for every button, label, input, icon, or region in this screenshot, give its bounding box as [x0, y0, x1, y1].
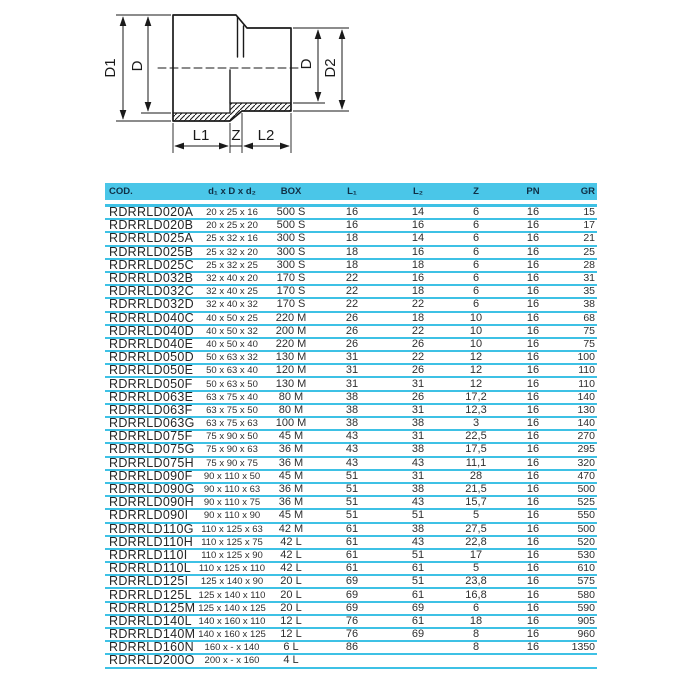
table-cell: 500 S [276, 219, 306, 232]
table-cell: RDRRLD090G [109, 482, 195, 497]
table-cell: 38 [411, 483, 425, 496]
table-cell: 16 [526, 206, 540, 219]
table-cell: 20 L [280, 588, 302, 601]
table-cell: RDRRLD125M [109, 600, 196, 615]
table-cell: 200 x - x 160 [204, 655, 260, 667]
table-cell: 42 L [280, 548, 302, 561]
table-cell: 38 [411, 443, 425, 456]
table-cell: 125 x 140 x 110 [198, 589, 266, 601]
table-cell: 69 [411, 628, 425, 641]
table-cell: 38 [345, 403, 359, 416]
table-cell: 61 [411, 614, 425, 627]
table-cell: 21 [583, 232, 595, 245]
table-row [105, 655, 597, 668]
table-cell: 16 [526, 351, 540, 364]
table-cell: 90 x 110 x 75 [203, 497, 261, 509]
fitting-diagram [0, 0, 700, 170]
table-cell: 16 [526, 245, 540, 258]
table-cell: 550 [577, 509, 595, 522]
table-cell: RDRRLD032C [109, 284, 194, 299]
table-cell: 75 x 90 x 63 [206, 444, 258, 456]
table-cell: 51 [345, 469, 359, 482]
table-cell: 125 x 140 x 125 [198, 602, 266, 614]
table-cell: 6 [472, 272, 480, 285]
table-cell: 31 [583, 272, 595, 285]
column-header-cod: COD. [109, 186, 133, 197]
table-cell: 42 M [278, 522, 304, 535]
table-cell: 16 [526, 509, 540, 522]
table-cell: 12,3 [465, 403, 487, 416]
table-cell: 26 [411, 390, 425, 403]
table-cell: RDRRLD063E [109, 389, 194, 404]
table-cell: 18 [411, 258, 425, 271]
table-cell: RDRRLD140M [109, 627, 196, 642]
table-cell: 295 [577, 443, 595, 456]
table-cell: 100 M [275, 417, 307, 430]
table-cell: 51 [345, 509, 359, 522]
column-header-gr: GR [580, 186, 595, 197]
table-cell: 61 [411, 562, 425, 575]
table-cell: 6 [472, 219, 480, 232]
table-cell: 61 [345, 562, 359, 575]
table-cell: 61 [345, 522, 359, 535]
table-cell: 36 M [278, 483, 304, 496]
table-cell: 18 [345, 258, 359, 271]
table-cell: 10 [469, 337, 483, 350]
table-cell: 43 [345, 443, 359, 456]
table-cell: 130 [577, 403, 595, 416]
table-cell: 50 x 63 x 32 [206, 352, 258, 364]
table-cell: 36 M [278, 456, 304, 469]
table-cell: 18 [469, 614, 483, 627]
table-cell: 16 [526, 417, 540, 430]
table-cell: RDRRLD090I [109, 508, 189, 523]
column-header-dims: d₁ x D x d₂ [208, 186, 256, 197]
table-cell: 130 M [275, 351, 307, 364]
table-cell: 61 [345, 548, 359, 561]
table-cell: 51 [411, 548, 425, 561]
table-cell: 26 [411, 337, 425, 350]
table-cell: RDRRLD110G [109, 521, 194, 536]
table-cell: 21,5 [465, 483, 487, 496]
table-cell: 76 [345, 614, 359, 627]
table-cell: 15,7 [465, 496, 487, 509]
table-cell: 23,8 [465, 575, 487, 588]
table-cell: 15 [583, 206, 595, 219]
table-cell: 35 [583, 285, 595, 298]
table-cell: 10 [469, 324, 483, 337]
table-cell: 16 [526, 311, 540, 324]
table-cell: 20 L [280, 601, 302, 614]
table-cell: RDRRLD032D [109, 297, 194, 312]
table-cell: 43 [345, 456, 359, 469]
table-cell: RDRRLD025B [109, 244, 194, 259]
table-cell: 16 [526, 430, 540, 443]
table-cell: RDRRLD020B [109, 218, 194, 233]
table-cell: 960 [577, 628, 595, 641]
table-cell: 63 x 75 x 63 [206, 418, 258, 430]
table-cell: 100 [577, 351, 595, 364]
table-cell: 500 S [276, 206, 306, 219]
table-cell: 110 [578, 364, 595, 377]
table-cell: 18 [345, 232, 359, 245]
label-z: Z [231, 127, 241, 144]
table-cell: 16 [526, 377, 540, 390]
table-cell: 6 L [283, 641, 299, 654]
table-cell: RDRRLD075G [109, 442, 195, 457]
table-cell: RDRRLD075F [109, 429, 193, 444]
table-cell: 25 x 32 x 25 [206, 259, 258, 271]
table-cell: 20 x 25 x 20 [206, 220, 258, 232]
table-cell: 16,8 [465, 588, 487, 601]
table-cell: 110 x 125 x 90 [201, 549, 263, 561]
table-cell: 28 [583, 258, 595, 271]
table-cell: 110 x 125 x 75 [201, 536, 263, 548]
table-cell: 17 [469, 548, 483, 561]
table-cell: RDRRLD050D [109, 350, 194, 365]
table-cell: 220 M [275, 337, 307, 350]
table-cell: 200 M [275, 324, 307, 337]
table-header-row [105, 183, 597, 200]
table-cell: 520 [577, 535, 595, 548]
table-cell: 470 [577, 469, 595, 482]
table-cell: 610 [577, 562, 595, 575]
table-cell: 16 [526, 298, 540, 311]
table-cell: RDRRLD032B [109, 271, 194, 286]
table-cell: 61 [411, 588, 425, 601]
table-cell: 40 x 50 x 32 [206, 325, 258, 337]
table-cell: 500 [577, 483, 595, 496]
table-cell: 16 [526, 628, 540, 641]
table-cell: 16 [526, 614, 540, 627]
table-cell: 16 [526, 535, 540, 548]
table-cell: 22,5 [465, 430, 487, 443]
table-cell: 1350 [571, 641, 595, 654]
table-cell: 18 [411, 285, 425, 298]
table-cell: RDRRLD125L [109, 587, 192, 602]
table-cell: 20 L [280, 575, 302, 588]
table-cell: 140 x 160 x 125 [198, 629, 266, 641]
table-cell: 22 [345, 285, 359, 298]
table-cell: 43 [345, 430, 359, 443]
table-cell: 4 L [283, 654, 299, 667]
table-cell: 10 [469, 311, 483, 324]
table-cell: 12 [469, 377, 483, 390]
table-cell: 16 [526, 258, 540, 271]
table-cell: RDRRLD025A [109, 231, 194, 246]
fitting-diagram-container [0, 0, 700, 170]
table-cell: 36 M [278, 443, 304, 456]
table-cell: 43 [411, 535, 425, 548]
table-cell: 80 M [278, 403, 304, 416]
table-cell: 31 [411, 469, 425, 482]
table-cell: 3 [472, 417, 480, 430]
table-cell: 575 [577, 575, 595, 588]
table-cell: 38 [583, 298, 595, 311]
label-d1: D1 [101, 58, 119, 78]
table-cell: 22,8 [465, 535, 487, 548]
label-d-left: D [128, 60, 146, 72]
table-cell: 6 [472, 206, 480, 219]
label-l2: L2 [257, 127, 275, 144]
table-cell: 45 M [278, 430, 304, 443]
table-cell: 14 [411, 206, 425, 219]
table-cell: 125 x 140 x 90 [200, 576, 264, 588]
table-cell: 22 [411, 324, 425, 337]
table-cell: 16 [526, 337, 540, 350]
table-cell: 500 [577, 522, 595, 535]
table-cell: RDRRLD040C [109, 310, 194, 325]
table-cell: 16 [526, 403, 540, 416]
table-cell: 40 x 50 x 40 [206, 338, 258, 350]
table-cell: 63 x 75 x 50 [206, 404, 258, 416]
table-cell: RDRRLD160N [109, 640, 194, 655]
column-header-pn: PN [526, 186, 540, 197]
table-cell: RDRRLD125I [109, 574, 189, 589]
table-cell: 18 [345, 245, 359, 258]
table-cell: 76 [345, 628, 359, 641]
table-cell: 170 S [276, 272, 306, 285]
table-cell: RDRRLD040E [109, 336, 194, 351]
table-cell: 50 x 63 x 50 [206, 378, 258, 390]
dimension-labels [102, 58, 339, 144]
table-cell: 120 M [275, 364, 307, 377]
table-cell: 40 x 50 x 25 [206, 312, 258, 324]
table-cell: RDRRLD040D [109, 323, 194, 338]
socket-mouth-lines [230, 17, 244, 103]
table-cell: 86 [345, 641, 359, 654]
table-cell: RDRRLD075H [109, 455, 194, 470]
table-cell: 140 x 160 x 110 [198, 615, 266, 627]
table-cell: 16 [526, 575, 540, 588]
table-cell: 110 x 125 x 63 [201, 523, 263, 535]
table-cell: 51 [411, 509, 425, 522]
table-cell: 51 [345, 496, 359, 509]
table-cell: 16 [526, 562, 540, 575]
table-cell: 32 x 40 x 20 [206, 273, 258, 285]
table-cell: 16 [526, 443, 540, 456]
table-cell: 130 M [275, 377, 307, 390]
table-cell: 16 [526, 456, 540, 469]
table-cell: 160 x - x 140 [204, 642, 260, 654]
table-cell: 530 [577, 548, 595, 561]
table-cell: 27,5 [465, 522, 487, 535]
table-cell: 6 [472, 245, 480, 258]
table-cell: 110 x 125 x 110 [198, 563, 266, 575]
table-cell: 31 [345, 364, 359, 377]
table-cell: 25 [583, 245, 595, 258]
table-cell: RDRRLD110L [109, 561, 191, 576]
table-cell: 580 [577, 588, 595, 601]
table-cell: 31 [411, 403, 425, 416]
label-d2: D2 [321, 58, 339, 78]
table-cell: 17 [583, 219, 595, 232]
table-cell: 16 [345, 206, 359, 219]
table-cell: 300 S [276, 245, 306, 258]
table-cell: 18 [411, 311, 425, 324]
table-cell: 31 [411, 377, 425, 390]
table-cell: 16 [526, 469, 540, 482]
table-cell: 8 [472, 628, 480, 641]
table-cell: 140 [577, 390, 595, 403]
table-cell: RDRRLD050F [109, 376, 193, 391]
table-cell: 45 M [278, 509, 304, 522]
table-cell: 220 M [275, 311, 307, 324]
table-cell: 170 S [276, 298, 306, 311]
table-cell: 25 x 32 x 16 [206, 233, 258, 245]
table-cell: 16 [526, 641, 540, 654]
column-header-l1: L₁ [347, 186, 357, 197]
table-cell: 6 [472, 601, 480, 614]
table-cell: 12 [469, 351, 483, 364]
table-cell: 12 [469, 364, 483, 377]
table-cell: 300 S [276, 232, 306, 245]
table-cell: 5 [472, 562, 480, 575]
table-cell: 16 [526, 601, 540, 614]
table-cell: 42 L [280, 535, 302, 548]
table-cell: 170 S [276, 285, 306, 298]
table-cell: 16 [411, 245, 425, 258]
table-cell: 38 [411, 417, 425, 430]
wall-hatch [173, 103, 291, 121]
table-cell: 14 [411, 232, 425, 245]
table-cell: RDRRLD110I [109, 547, 188, 562]
table-cell: 12 L [280, 628, 302, 641]
table-cell: 25 x 32 x 20 [206, 246, 258, 258]
table-cell: 51 [345, 483, 359, 496]
fitting-body [158, 15, 302, 121]
table-cell: RDRRLD090H [109, 495, 194, 510]
label-d-right: D [297, 58, 315, 70]
table-cell: 16 [526, 390, 540, 403]
table-cell: 63 x 75 x 40 [206, 391, 258, 403]
table-cell: 22 [345, 298, 359, 311]
table-cell: 11,1 [465, 456, 487, 469]
table-cell: RDRRLD020A [109, 205, 194, 220]
column-header-z: Z [473, 186, 479, 197]
table-cell: 69 [345, 601, 359, 614]
table-cell: RDRRLD063G [109, 416, 195, 431]
table-cell: 17,2 [465, 390, 487, 403]
table-cell: 16 [526, 548, 540, 561]
table-cell: 905 [577, 614, 595, 627]
column-header-box: BOX [280, 186, 302, 197]
table-cell: 38 [411, 522, 425, 535]
table-cell: 43 [411, 496, 425, 509]
table-cell: 69 [345, 575, 359, 588]
table-cell: 8 [472, 641, 480, 654]
table-cell: 22 [411, 298, 425, 311]
table-cell: 75 [583, 324, 595, 337]
table-cell: 61 [345, 535, 359, 548]
table-cell: 45 M [278, 469, 304, 482]
table-cell: 16 [411, 219, 425, 232]
table-cell: 6 [472, 298, 480, 311]
table-cell: 16 [526, 364, 540, 377]
table-cell: 26 [345, 337, 359, 350]
table-cell: RDRRLD110H [109, 534, 194, 549]
table-cell: 69 [411, 601, 425, 614]
table-cell: 31 [411, 430, 425, 443]
table-cell: 140 [577, 417, 595, 430]
table-cell: 16 [526, 272, 540, 285]
table-cell: 75 x 90 x 50 [206, 431, 258, 443]
table-cell: 51 [411, 575, 425, 588]
table-cell: 80 M [278, 390, 304, 403]
table-cell: 26 [345, 311, 359, 324]
table-cell: 22 [411, 351, 425, 364]
table-cell: 38 [345, 417, 359, 430]
table-cell: 6 [472, 285, 480, 298]
table-cell: 270 [577, 430, 595, 443]
table-cell: 16 [526, 285, 540, 298]
table-cell: 110 [578, 377, 595, 390]
table-cell: 16 [526, 496, 540, 509]
table-cell: 16 [411, 272, 425, 285]
table-cell: 69 [345, 588, 359, 601]
table-cell: RDRRLD063F [109, 402, 193, 417]
table-cell: 16 [526, 219, 540, 232]
table-cell: 90 x 110 x 50 [203, 470, 261, 482]
table-body [105, 204, 597, 669]
table-cell: RDRRLD025C [109, 257, 194, 272]
table-cell: 90 x 110 x 63 [203, 484, 261, 496]
label-l1: L1 [192, 127, 210, 144]
table-cell: 75 x 90 x 75 [206, 457, 258, 469]
table-cell: 68 [583, 311, 595, 324]
table-cell: 590 [577, 601, 595, 614]
table-cell: 32 x 40 x 25 [206, 286, 258, 298]
table-cell: 38 [345, 390, 359, 403]
table-cell: 320 [577, 456, 595, 469]
table-cell: 5 [472, 509, 480, 522]
table-cell: 31 [345, 351, 359, 364]
table-cell: 32 x 40 x 32 [206, 299, 258, 311]
table-cell: 16 [526, 588, 540, 601]
table-cell: 31 [345, 377, 359, 390]
table-cell: 16 [526, 522, 540, 535]
spec-table [105, 183, 597, 669]
table-cell: 17,5 [465, 443, 487, 456]
table-cell: 6 [472, 232, 480, 245]
table-cell: 50 x 63 x 40 [206, 365, 258, 377]
column-header-l2: L₂ [412, 186, 424, 197]
table-cell: 300 S [276, 258, 306, 271]
table-cell: RDRRLD090F [109, 468, 193, 483]
table-cell: 20 x 25 x 16 [206, 207, 258, 219]
table-cell: 16 [526, 324, 540, 337]
table-cell: 16 [526, 232, 540, 245]
table-cell: 16 [526, 483, 540, 496]
table-cell: 22 [345, 272, 359, 285]
table-cell: 36 M [278, 496, 304, 509]
table-cell: 16 [345, 219, 359, 232]
table-cell: RDRRLD200O [109, 653, 195, 668]
table-cell: 525 [577, 496, 595, 509]
table-cell: 26 [345, 324, 359, 337]
table-cell: RDRRLD140L [109, 613, 192, 628]
table-cell: 75 [583, 337, 595, 350]
table-cell: RDRRLD050E [109, 363, 194, 378]
table-cell: 12 L [280, 614, 302, 627]
table-cell: 42 L [280, 562, 302, 575]
table-cell: 6 [472, 258, 480, 271]
table-cell: 43 [411, 456, 425, 469]
table-cell: 90 x 110 x 90 [203, 510, 261, 522]
table-cell: 26 [411, 364, 425, 377]
table-cell: 28 [469, 469, 483, 482]
